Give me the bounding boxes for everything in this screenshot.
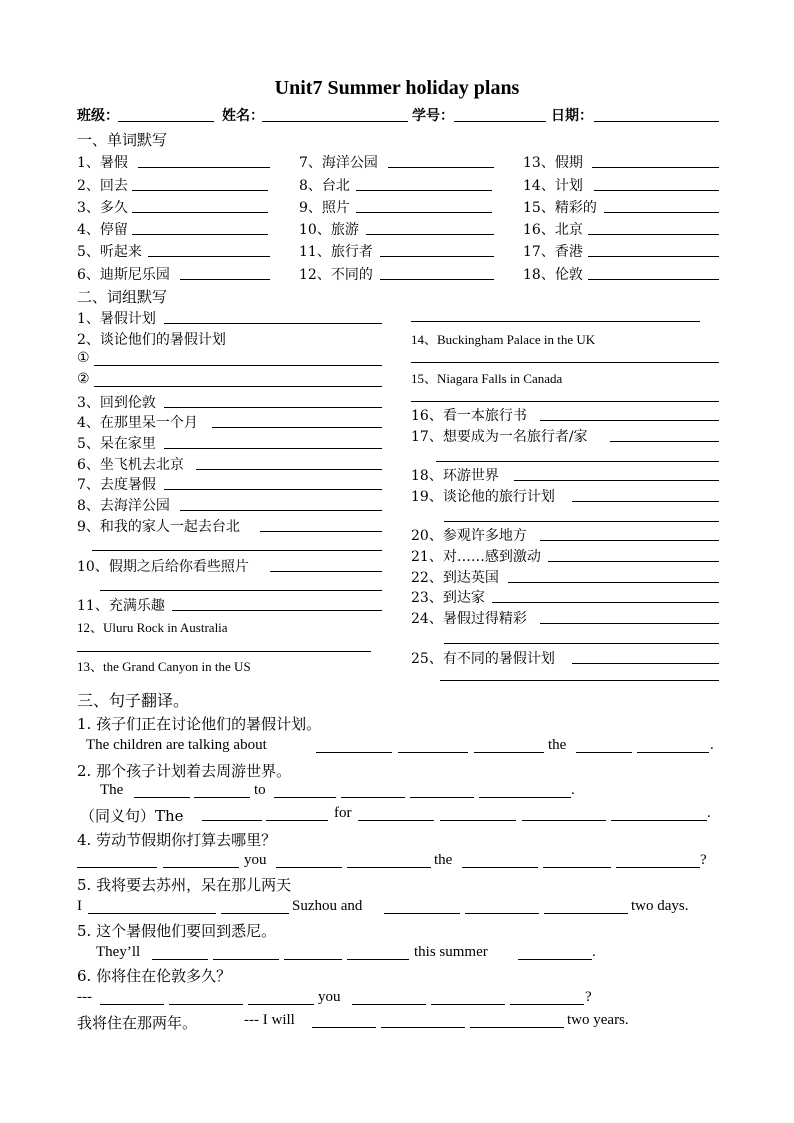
phrase-item: 10、假期之后给你看些照片 xyxy=(77,559,249,575)
q5-text: I xyxy=(77,898,82,914)
word-blank[interactable] xyxy=(138,167,270,168)
answer-blank[interactable] xyxy=(352,1004,426,1005)
section1-heading: 一、单词默写 xyxy=(77,131,168,149)
word-item: 14、计划 xyxy=(523,178,583,194)
word-blank[interactable] xyxy=(132,190,268,191)
date-field[interactable] xyxy=(594,121,719,122)
q6-text: --- xyxy=(77,989,92,1005)
phrase-blank[interactable] xyxy=(610,441,719,442)
word-item: 3、多久 xyxy=(77,200,128,216)
q1-chinese: 1. 孩子们正在讨论他们的暑假计划。 xyxy=(77,715,322,733)
word-item: 5、听起来 xyxy=(77,244,142,260)
q6-chinese: 6. 你将住在伦敦多久？ xyxy=(77,967,232,985)
phrase-blank[interactable] xyxy=(180,510,382,511)
phrase-item: 4、在那里呆一个月 xyxy=(77,415,198,431)
answer-blank[interactable] xyxy=(163,867,239,868)
answer-blank[interactable] xyxy=(312,1027,376,1028)
phrase-item: 15、Niagara Falls in Canada xyxy=(411,371,563,386)
answer-blank[interactable] xyxy=(510,1004,584,1005)
phrase-blank[interactable] xyxy=(172,610,382,611)
answer-blank[interactable] xyxy=(347,959,409,960)
q5-text: Suzhou and xyxy=(292,898,363,914)
phrase-item: 23、到达家 xyxy=(411,590,485,606)
phrase-item: ① xyxy=(77,350,90,366)
phrase-blank[interactable] xyxy=(100,590,382,591)
word-blank[interactable] xyxy=(180,279,270,280)
answer-blank[interactable] xyxy=(266,820,328,821)
q4-text: ? xyxy=(700,852,707,868)
phrase-blank[interactable] xyxy=(164,323,382,324)
number-field[interactable] xyxy=(454,121,546,122)
q6-text: ? xyxy=(585,989,592,1005)
answer-blank[interactable] xyxy=(347,867,431,868)
word-blank[interactable] xyxy=(388,167,494,168)
answer-blank[interactable] xyxy=(462,867,538,868)
phrase-blank[interactable] xyxy=(260,531,382,532)
answer-blank[interactable] xyxy=(544,913,628,914)
answer-blank[interactable] xyxy=(381,1027,465,1028)
phrase-blank[interactable] xyxy=(411,321,700,322)
phrase-item: 8、去海洋公园 xyxy=(77,498,170,514)
word-blank[interactable] xyxy=(148,256,270,257)
phrase-item: 7、去度暑假 xyxy=(77,477,156,493)
answer-blank[interactable] xyxy=(152,959,208,960)
phrase-item: 24、暑假过得精彩 xyxy=(411,611,527,627)
phrase-item: 2、谈论他们的暑假计划 xyxy=(77,332,226,348)
phrase-blank[interactable] xyxy=(492,602,719,603)
word-item: 9、照片 xyxy=(299,200,350,216)
word-blank[interactable] xyxy=(380,256,494,257)
answer-blank[interactable] xyxy=(276,867,342,868)
q6-answer-text: --- I will xyxy=(244,1012,295,1028)
answer-blank[interactable] xyxy=(341,797,405,798)
word-item: 15、精彩的 xyxy=(523,200,597,216)
answer-blank[interactable] xyxy=(543,867,611,868)
answer-blank[interactable] xyxy=(221,913,289,914)
answer-blank[interactable] xyxy=(611,820,707,821)
phrase-blank[interactable] xyxy=(508,582,719,583)
class-label: 班级： xyxy=(77,108,119,124)
phrase-item: 25、有不同的暑假计划 xyxy=(411,651,555,667)
phrase-blank[interactable] xyxy=(270,571,382,572)
answer-blank[interactable] xyxy=(248,1004,314,1005)
phrase-blank[interactable] xyxy=(436,461,719,462)
phrase-blank[interactable] xyxy=(444,521,719,522)
section2-heading: 二、词组默写 xyxy=(77,288,168,306)
phrase-blank[interactable] xyxy=(212,427,382,428)
q2-text: . xyxy=(571,782,575,798)
word-blank[interactable] xyxy=(588,256,719,257)
section3-heading: 三、句子翻译。 xyxy=(77,691,190,710)
phrase-item: 14、Buckingham Palace in the UK xyxy=(411,332,596,347)
answer-blank[interactable] xyxy=(213,959,279,960)
phrase-item: 9、和我的家人一起去台北 xyxy=(77,519,240,535)
word-item: 6、迪斯尼乐园 xyxy=(77,267,170,283)
word-blank[interactable] xyxy=(356,212,492,213)
phrase-blank[interactable] xyxy=(540,420,719,421)
answer-blank[interactable] xyxy=(431,1004,505,1005)
phrase-blank[interactable] xyxy=(411,401,719,402)
q2-synonym: （同义句）The xyxy=(80,807,184,825)
phrase-blank[interactable] xyxy=(77,651,371,652)
name-label: 姓名： xyxy=(222,108,264,124)
word-blank[interactable] xyxy=(380,279,494,280)
q5b-chinese: 5. 这个暑假他们要回到悉尼。 xyxy=(77,922,277,940)
word-item: 10、旅游 xyxy=(299,222,359,238)
word-blank[interactable] xyxy=(356,190,492,191)
word-blank[interactable] xyxy=(604,212,719,213)
answer-blank[interactable] xyxy=(637,752,709,753)
phrase-item: 5、呆在家里 xyxy=(77,436,156,452)
answer-blank[interactable] xyxy=(358,820,434,821)
word-item: 2、回去 xyxy=(77,178,128,194)
word-item: 4、停留 xyxy=(77,222,128,238)
phrase-blank[interactable] xyxy=(540,540,719,541)
answer-blank[interactable] xyxy=(88,913,216,914)
phrase-blank[interactable] xyxy=(514,480,719,481)
q1-text: . xyxy=(710,737,714,753)
phrase-item: 11、充满乐趣 xyxy=(77,598,165,614)
answer-blank[interactable] xyxy=(440,820,516,821)
phrase-item: 17、想要成为一名旅行者/家 xyxy=(411,429,588,445)
answer-blank[interactable] xyxy=(274,797,336,798)
phrase-blank[interactable] xyxy=(94,365,382,366)
q2-text: for xyxy=(334,805,352,821)
name-field[interactable] xyxy=(262,121,408,122)
phrase-blank[interactable] xyxy=(164,489,382,490)
answer-blank[interactable] xyxy=(576,752,632,753)
phrase-blank[interactable] xyxy=(572,501,719,502)
phrase-blank[interactable] xyxy=(164,407,382,408)
answer-blank[interactable] xyxy=(284,959,342,960)
answer-blank[interactable] xyxy=(194,797,250,798)
answer-blank[interactable] xyxy=(479,797,571,798)
answer-blank[interactable] xyxy=(518,959,592,960)
word-blank[interactable] xyxy=(132,234,268,235)
phrase-blank[interactable] xyxy=(164,448,382,449)
word-blank[interactable] xyxy=(592,167,719,168)
phrase-item: 16、看一本旅行书 xyxy=(411,408,527,424)
phrase-item: 21、对……感到激动 xyxy=(411,549,541,565)
answer-blank[interactable] xyxy=(169,1004,243,1005)
answer-blank[interactable] xyxy=(616,867,700,868)
phrase-item: 12、Uluru Rock in Australia xyxy=(77,620,228,635)
answer-blank[interactable] xyxy=(522,820,606,821)
phrase-blank[interactable] xyxy=(94,386,382,387)
answer-blank[interactable] xyxy=(316,752,392,753)
answer-blank[interactable] xyxy=(465,913,539,914)
answer-blank[interactable] xyxy=(398,752,468,753)
phrase-blank[interactable] xyxy=(440,680,719,681)
answer-blank[interactable] xyxy=(77,867,157,868)
q6-answer-chinese: 我将住在那两年。 xyxy=(77,1014,198,1032)
word-item: 17、香港 xyxy=(523,244,583,260)
q6-text: you xyxy=(318,989,341,1005)
word-blank[interactable] xyxy=(588,279,719,280)
q2-text: The xyxy=(100,782,124,798)
phrase-blank[interactable] xyxy=(411,362,719,363)
phrase-item: ② xyxy=(77,371,90,387)
q5b-text: this summer xyxy=(414,944,488,960)
answer-blank[interactable] xyxy=(384,913,460,914)
q4-text: you xyxy=(244,852,267,868)
word-item: 12、不同的 xyxy=(299,267,373,283)
q4-chinese: 4. 劳动节假期你打算去哪里？ xyxy=(77,831,277,849)
q5b-text: They’ll xyxy=(96,944,141,960)
answer-blank[interactable] xyxy=(474,752,544,753)
word-item: 7、海洋公园 xyxy=(299,155,378,171)
phrase-item: 19、谈论他的旅行计划 xyxy=(411,489,555,505)
phrase-item: 3、回到伦敦 xyxy=(77,395,156,411)
phrase-item: 6、坐飞机去北京 xyxy=(77,457,184,473)
q1-text: the xyxy=(548,737,567,753)
answer-blank[interactable] xyxy=(410,797,474,798)
phrase-item: 22、到达英国 xyxy=(411,570,499,586)
phrase-blank[interactable] xyxy=(572,663,719,664)
answer-blank[interactable] xyxy=(202,820,262,821)
q2-chinese: 2. 那个孩子计划着去周游世界。 xyxy=(77,762,292,780)
phrase-blank[interactable] xyxy=(196,469,382,470)
word-item: 1、暑假 xyxy=(77,155,128,171)
word-blank[interactable] xyxy=(588,234,719,235)
page-title: Unit7 Summer holiday plans xyxy=(274,77,520,99)
word-item: 8、台北 xyxy=(299,178,350,194)
q1-text: The children are talking about xyxy=(86,737,267,753)
phrase-blank[interactable] xyxy=(92,550,382,551)
word-item: 16、北京 xyxy=(523,222,583,238)
word-blank[interactable] xyxy=(132,212,268,213)
q4-text: the xyxy=(434,852,453,868)
number-label: 学号： xyxy=(412,108,454,124)
word-blank[interactable] xyxy=(594,190,719,191)
answer-blank[interactable] xyxy=(100,1004,164,1005)
phrase-item: 13、the Grand Canyon in the US xyxy=(77,659,251,674)
word-item: 11、旅行者 xyxy=(299,244,373,260)
q5b-text: . xyxy=(592,944,596,960)
phrase-item: 18、环游世界 xyxy=(411,468,499,484)
q6-answer-text: two years. xyxy=(567,1012,629,1028)
q2-text: to xyxy=(254,782,266,798)
q5-chinese: 5. 我将要去苏州，呆在那儿两天 xyxy=(77,876,292,894)
answer-blank[interactable] xyxy=(134,797,190,798)
phrase-item: 20、参观许多地方 xyxy=(411,528,527,544)
phrase-blank[interactable] xyxy=(548,561,719,562)
word-item: 13、假期 xyxy=(523,155,583,171)
q5-text: two days. xyxy=(631,898,689,914)
phrase-blank[interactable] xyxy=(444,643,719,644)
phrase-blank[interactable] xyxy=(540,623,719,624)
phrase-item: 1、暑假计划 xyxy=(77,311,156,327)
q2-text: . xyxy=(707,805,711,821)
word-item: 18、伦敦 xyxy=(523,267,583,283)
class-field[interactable] xyxy=(118,121,214,122)
word-blank[interactable] xyxy=(366,234,494,235)
date-label: 日期： xyxy=(551,108,593,124)
answer-blank[interactable] xyxy=(470,1027,564,1028)
